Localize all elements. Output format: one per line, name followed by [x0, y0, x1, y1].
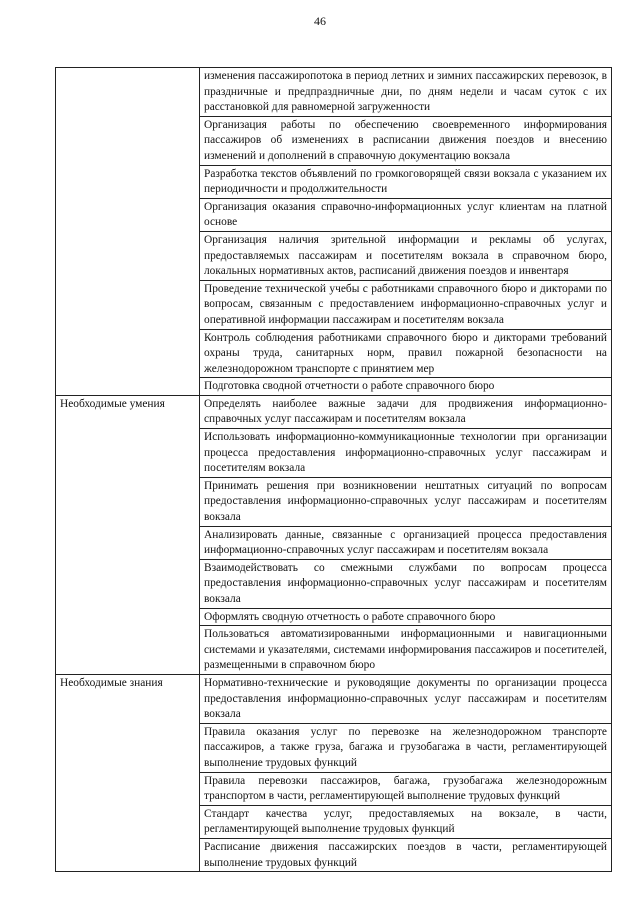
requirement-item: Взаимодействовать со смежными службами по вопросам процесса предоставления информационно-справочных услуг пассажирам и посетителям вокзала — [200, 559, 612, 608]
requirement-item: Подготовка сводной отчетности о работе справочного бюро — [200, 378, 612, 396]
requirement-item: Пользоваться автоматизированными информационными и навигационными системами и указателями, системами информирования пассажиров и посетителей, размещенными в справочном бюро — [200, 626, 612, 675]
table-row — [56, 395, 612, 428]
requirement-item: Принимать решения при возникновении нештатных ситуаций по вопросам предоставления информационно-справочных услуг пассажирам и посетителям вокзала — [200, 477, 612, 526]
requirement-item: Стандарт качества услуг, предоставляемых на вокзале, в части, регламентирующей выполнение трудовых функций — [200, 805, 612, 838]
requirement-item: Правила перевозки пассажиров, багажа, грузобагажа железнодорожным транспортом в части, регламентирующей выполнение трудовых функций — [200, 772, 612, 805]
requirement-item: Использовать информационно-коммуникационные технологии при организации процесса предоставления информационно-справочных услуг пассажирам и посетителям вокзала — [200, 429, 612, 478]
table-row — [56, 68, 612, 117]
section-label: Необходимые умения — [56, 395, 200, 674]
requirement-item: Анализировать данные, связанные с организацией процесса предоставления информационно-справочных услуг пассажирам и посетителям вокзала — [200, 526, 612, 559]
requirement-item: Контроль соблюдения работниками справочного бюро и дикторами требований охраны труда, санитарных норм, правил пожарной безопасности на железнодорожном транспорте с принятием мер — [200, 329, 612, 378]
section-label — [56, 68, 200, 396]
requirement-item: Организация оказания справочно-информационных услуг клиентам на платной основе — [200, 198, 612, 231]
requirement-item: Организация работы по обеспечению своевременного информирования пассажиров об изменениях в расписании движения поездов и внесению изменений и дополнений в справочную документацию вокзала — [200, 116, 612, 165]
table-row — [56, 674, 612, 723]
competency-table — [55, 67, 612, 872]
requirement-item: Расписание движения пассажирских поездов в части, регламентирующей выполнение трудовых функций — [200, 838, 612, 871]
page-number: 46 — [314, 14, 326, 28]
requirement-item: Нормативно-технические и руководящие документы по организации процесса предоставления информационно-справочных услуг пассажирам и посетителям вокзала — [200, 674, 612, 723]
requirement-item: Определять наиболее важные задачи для продвижения информационно-справочных услуг пассажирам и посетителям вокзала — [200, 395, 612, 428]
requirement-item: Разработка текстов объявлений по громкоговорящей связи вокзала с указанием их периодичности и продолжительности — [200, 165, 612, 198]
section-label: Необходимые знания — [56, 674, 200, 871]
requirement-item: Оформлять сводную отчетность о работе справочного бюро — [200, 608, 612, 626]
requirement-item: Организация наличия зрительной информации и рекламы об услугах, предоставляемых пассажирам и посетителям вокзала в справочном бюро, локальных нормативных актов, расписаний движения поездов и инвентаря — [200, 231, 612, 280]
requirement-item: Правила оказания услуг по перевозке на железнодорожном транспорте пассажиров, а также груза, багажа и грузобагажа в части, регламентирующей выполнение трудовых функций — [200, 723, 612, 772]
requirement-item: Проведение технической учебы с работниками справочного бюро и дикторами по вопросам, связанным с предоставлением информационно-справочных услуг и оперативной информации пассажирам и посетителям вокзала — [200, 280, 612, 329]
requirement-item: изменения пассажиропотока в период летних и зимних пассажирских перевозок, в праздничные и предпраздничные дни, по дням недели и часам суток с их расстановкой для равномерной загруженности — [200, 68, 612, 117]
